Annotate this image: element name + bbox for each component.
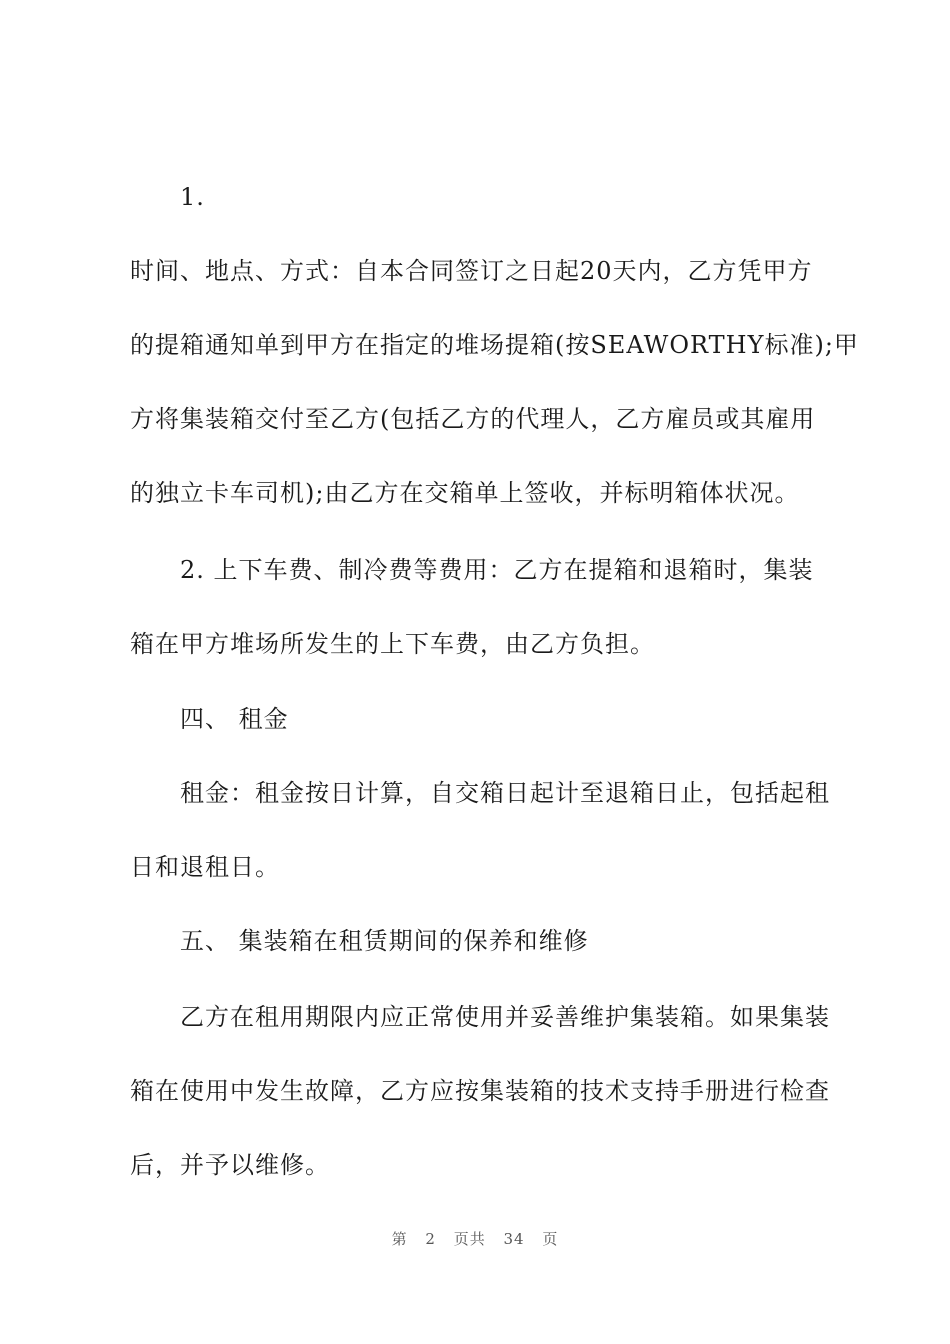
footer-label-of: 页共 [453, 1230, 486, 1248]
paragraph-line: 时间、地点、方式：自本合同签订之日起20天内，乙方凭甲方 [130, 257, 813, 285]
paragraph-line: 乙方在租用期限内应正常使用并妥善维护集装箱。如果集装 [180, 1003, 830, 1031]
paragraph-line: 日和退租日。 [130, 853, 280, 881]
paragraph-line: 箱在甲方堆场所发生的上下车费，由乙方负担。 [130, 630, 655, 658]
paragraph-line: 的提箱通知单到甲方在指定的堆场提箱(按SEAWORTHY标准);甲 [130, 331, 859, 359]
paragraph-line: 的独立卡车司机);由乙方在交箱单上签收，并标明箱体状况。 [130, 479, 800, 507]
list-number: 1. [180, 183, 205, 211]
paragraph-line: 租金：租金按日计算，自交箱日起计至退箱日止，包括起租 [180, 779, 830, 807]
paragraph-line: 后，并予以维修。 [130, 1151, 330, 1179]
footer-current-page: 2 [425, 1230, 436, 1248]
footer-label-page: 第 [391, 1230, 408, 1248]
section-heading: 五、 集装箱在租赁期间的保养和维修 [180, 927, 589, 955]
paragraph-line: 方将集装箱交付至乙方(包括乙方的代理人，乙方雇员或其雇用 [130, 405, 816, 433]
paragraph-line: 2. 上下车费、制冷费等费用：乙方在提箱和退箱时，集装 [180, 556, 814, 584]
section-heading: 四、 租金 [180, 705, 289, 733]
footer-total-pages: 34 [503, 1230, 525, 1248]
paragraph-line: 箱在使用中发生故障，乙方应按集装箱的技术支持手册进行检查 [130, 1077, 830, 1105]
page-footer [0, 1228, 950, 1249]
footer-label-end: 页 [542, 1230, 559, 1248]
